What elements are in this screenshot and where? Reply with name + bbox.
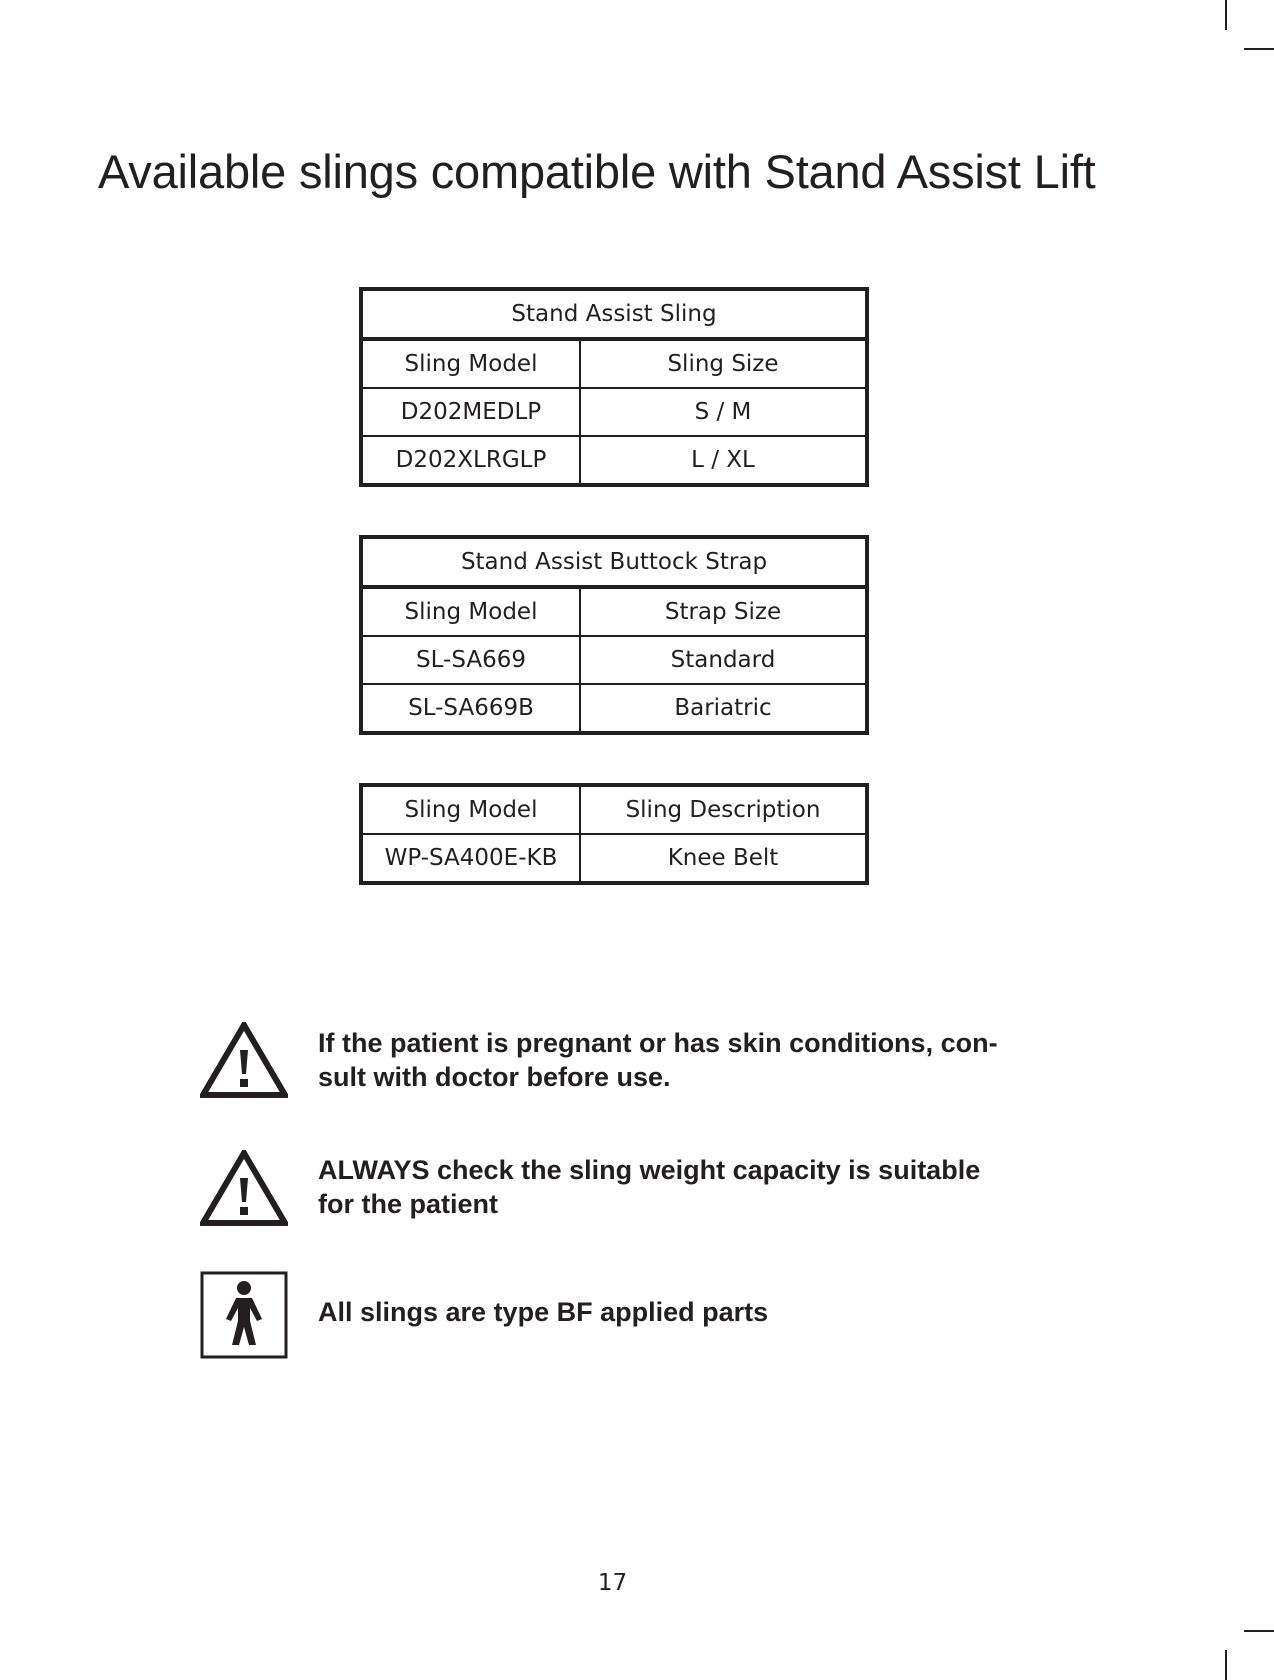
crop-mark-top-vertical — [1225, 0, 1227, 30]
table-cell-model: SL-SA669 — [361, 636, 580, 684]
buttock-strap-table — [359, 535, 869, 735]
stand-assist-sling-table — [359, 287, 869, 487]
table-caption-row — [361, 537, 867, 587]
crop-mark-bottom-horizontal — [1244, 1630, 1274, 1632]
table-cell-model: D202XLRGLP — [361, 436, 580, 485]
table-header-row — [361, 785, 867, 834]
warning-triangle-icon — [200, 1022, 288, 1098]
table-row — [361, 636, 867, 684]
page-title: Available slings compatible with Stand Assist Lift — [98, 145, 1096, 198]
table-row — [361, 388, 867, 436]
column-header-sling-size: Sling Size — [580, 339, 867, 388]
table-cell-size: L / XL — [580, 436, 867, 485]
table-caption: Stand Assist Sling — [361, 289, 867, 339]
table-cell-size: S / M — [580, 388, 867, 436]
page-number: 17 — [597, 1570, 628, 1596]
warning-triangle-icon — [200, 1150, 288, 1226]
column-header-strap-size: Strap Size — [580, 587, 867, 636]
knee-belt-table — [359, 783, 869, 885]
notice-weight-capacity — [318, 1153, 1058, 1221]
column-header-sling-model: Sling Model — [361, 587, 580, 636]
table-row — [361, 684, 867, 733]
table-row — [361, 834, 867, 883]
table-header-row — [361, 587, 867, 636]
type-bf-applied-part-icon — [200, 1271, 288, 1359]
notice-line: If the patient is pregnant or has skin conditions, con- — [318, 1028, 998, 1058]
column-header-sling-model: Sling Model — [361, 785, 580, 834]
notice-line: ALWAYS check the sling weight capacity is suitable — [318, 1155, 981, 1185]
notice-pregnancy-skin — [318, 1026, 1058, 1094]
crop-mark-top-horizontal — [1244, 48, 1274, 50]
column-header-sling-model: Sling Model — [361, 339, 580, 388]
table-cell-size: Standard — [580, 636, 867, 684]
notice-type-bf — [318, 1295, 1058, 1329]
column-header-sling-description: Sling Description — [580, 785, 867, 834]
table-header-row — [361, 339, 867, 388]
table-cell-description: Knee Belt — [580, 834, 867, 883]
table-cell-size: Bariatric — [580, 684, 867, 733]
table-cell-model: D202MEDLP — [361, 388, 580, 436]
notice-line: All slings are type BF applied parts — [318, 1297, 769, 1327]
table-caption: Stand Assist Buttock Strap — [361, 537, 867, 587]
table-cell-model: WP-SA400E-KB — [361, 834, 580, 883]
notice-line: for the patient — [318, 1189, 498, 1219]
notice-line: sult with doctor before use. — [318, 1062, 671, 1092]
table-row — [361, 436, 867, 485]
crop-mark-bottom-vertical — [1225, 1650, 1227, 1680]
table-caption-row — [361, 289, 867, 339]
table-cell-model: SL-SA669B — [361, 684, 580, 733]
